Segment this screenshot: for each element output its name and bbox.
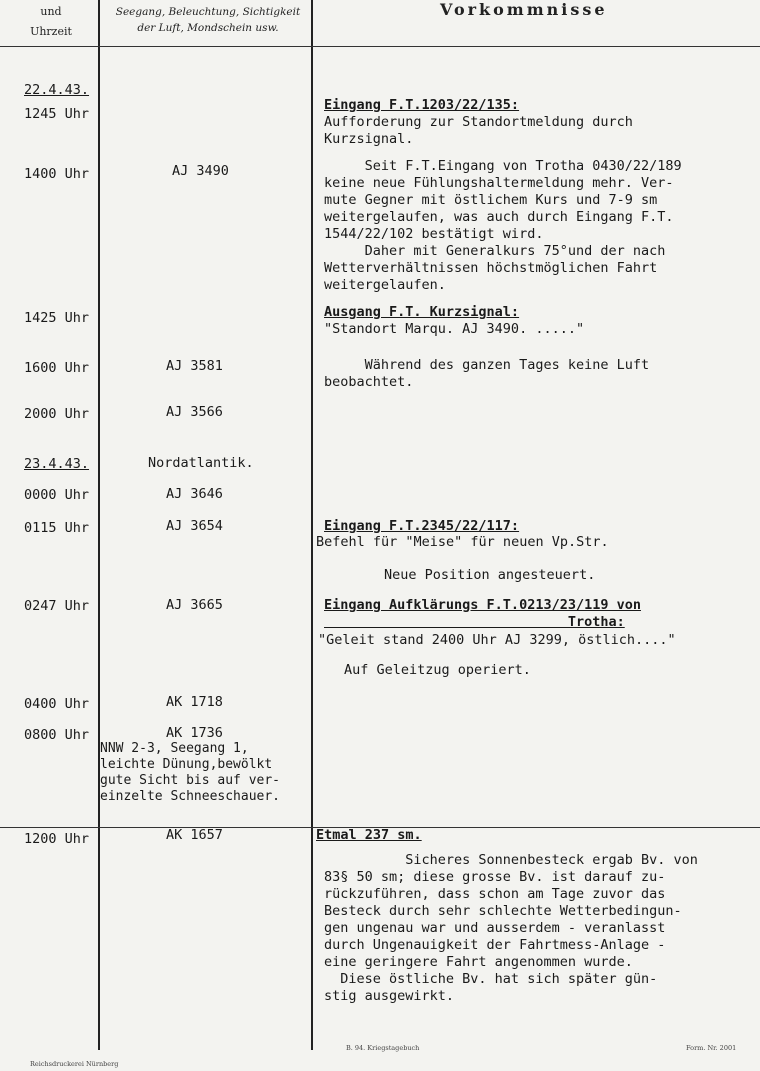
event-text: Seit F.T.Eingang von Trotha 0430/22/189 keine neue Fühlungshaltermeldung mehr. Ver- mute Gegner mit östlichem Kurs und 7-9 sm weitergelaufen, was auch durch Eingang F.T. 1544/22/102 bestätigt wird. Daher mit Generalkurs 75°und der nach Wetterverhältnissen höchstmöglichen Fahrt weitergelaufen.: [324, 158, 682, 293]
footer-printer: Reichsdruckerei Nürnberg: [30, 1060, 119, 1068]
position-entry: AJ 3665: [166, 597, 223, 613]
event-heading: Ausgang F.T. Kurzsignal:: [324, 304, 520, 320]
time-entry: 1400 Uhr: [24, 166, 90, 182]
time-entry: 1200 Uhr: [24, 831, 90, 847]
position-entry: AJ 3490: [172, 163, 229, 179]
event-text: Befehl für "Meise" für neuen Vp.Str.: [316, 534, 609, 550]
column-divider-left: [98, 0, 100, 1050]
event-heading: Eingang Aufklärungs F.T.0213/23/119 von Trotha:: [324, 597, 641, 630]
weather-entry: NNW 2-3, Seegang 1, leichte Dünung,bewölkt gute Sicht bis auf ver- einzelte Schneeschauer.: [100, 741, 281, 804]
time-entry: 2000 Uhr: [24, 406, 90, 422]
event-text: Neue Position angesteuert.: [384, 567, 596, 583]
time-entry: 0400 Uhr: [24, 696, 90, 712]
event-heading: Eingang F.T.2345/22/117:: [324, 518, 520, 534]
time-entry: 0115 Uhr: [24, 520, 90, 536]
header-time-label-1: und: [40, 5, 62, 18]
event-text: "Standort Marqu. AJ 3490. .....": [324, 321, 585, 337]
time-entry: 0000 Uhr: [24, 487, 90, 503]
event-text: Sicheres Sonnenbesteck ergab Bv. von 83§ 50 sm; diese grosse Bv. ist darauf zu- rückzuführen, dass schon am Tage zuvor das Besteck durch sehr schlechte Wetterbedingun- gen ungenau war und ausserdem - veranlasst durch Ungenauigkeit der Fahrtmess-Anlage - eine geringere Fahrt angenommen wurde. Diese östliche Bv. hat sich später gün- stig ausgewirkt.: [324, 852, 698, 1004]
position-entry: AK 1657: [166, 827, 223, 843]
position-entry: AK 1736: [166, 725, 223, 741]
time-entry: 1600 Uhr: [24, 360, 90, 376]
position-entry: AJ 3646: [166, 486, 223, 502]
header-position-cell: [108, 0, 308, 36]
date-entry: 22.4.43.: [24, 82, 90, 98]
position-entry: AJ 3581: [166, 358, 223, 374]
time-entry: 1425 Uhr: [24, 310, 90, 326]
header-events-label: Vorkommnisse: [440, 0, 608, 19]
footer-form-title: B. 94. Kriegstagebuch: [346, 1044, 420, 1052]
header-time-label-2: Uhrzeit: [30, 25, 72, 38]
time-entry: 0247 Uhr: [24, 598, 90, 614]
time-entry: 0800 Uhr: [24, 727, 90, 743]
footer-form-number: Form. Nr. 2001: [686, 1044, 737, 1052]
header-time-cell: [16, 2, 86, 42]
date-entry: 23.4.43.: [24, 456, 90, 472]
time-entry: 1245 Uhr: [24, 106, 90, 122]
column-divider-right: [311, 0, 313, 1050]
position-entry: AK 1718: [166, 694, 223, 710]
position-entry: AJ 3654: [166, 518, 223, 534]
header-position-label-1: Seegang, Beleuchtung, Sichtigkeit: [115, 6, 301, 18]
event-text: "Geleit stand 2400 Uhr AJ 3299, östlich....": [318, 632, 676, 648]
event-text: Während des ganzen Tages keine Luft beobachtet.: [324, 357, 650, 390]
event-heading: Eingang F.T.1203/22/135:: [324, 97, 520, 113]
event-heading: Etmal 237 sm.: [316, 827, 422, 843]
event-text: Auf Geleitzug operiert.: [344, 662, 531, 678]
sea-area-entry: Nordatlantik.: [148, 455, 254, 471]
header-rule: [0, 46, 760, 47]
header-position-label-2: der Luft, Mondschein usw.: [137, 22, 279, 34]
position-entry: AJ 3566: [166, 404, 223, 420]
event-text: Aufforderung zur Standortmeldung durch Kurzsignal.: [324, 114, 633, 147]
